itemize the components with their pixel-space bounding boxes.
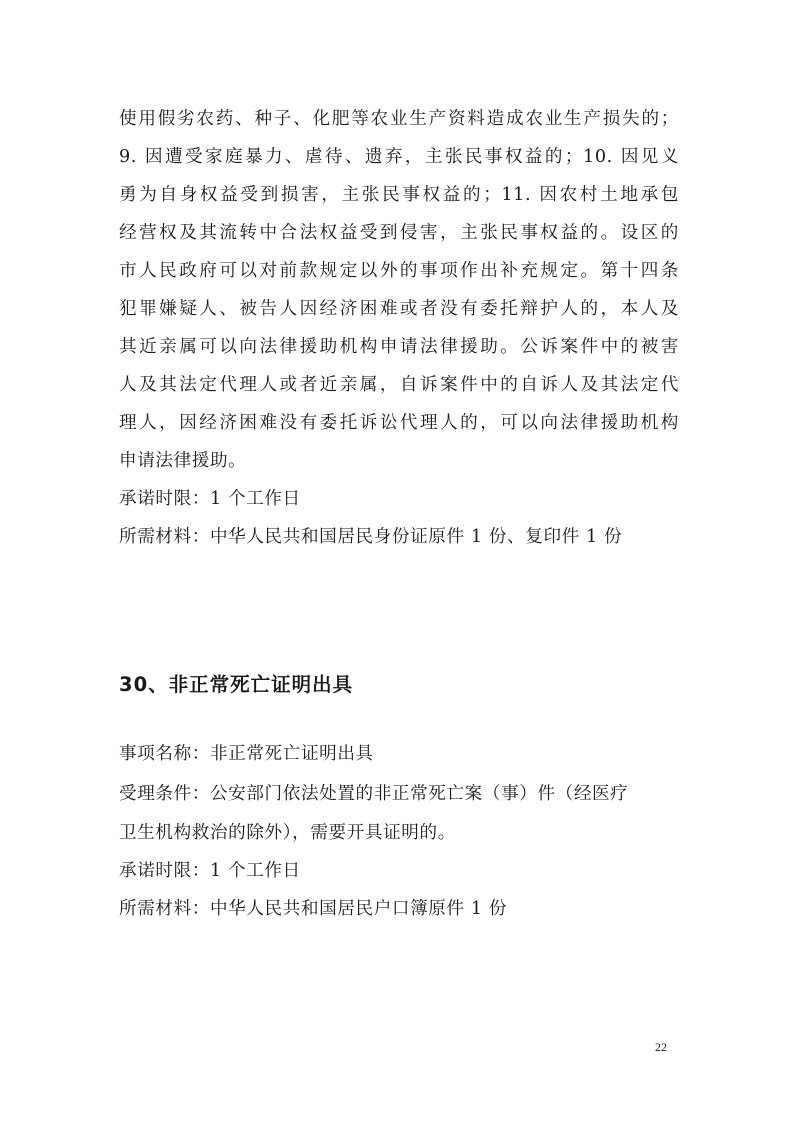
condition-line: 卫生机构救治的除外），需要开具证明的。 [119, 823, 456, 843]
paragraph-line: 犯罪嫌疑人、被告人因经济困难或者没有委托辩护人的，本人及 [119, 299, 679, 319]
item-name-line: 事项名称：非正常死亡证明出具 [119, 744, 374, 764]
page-number: 22 [655, 1040, 667, 1054]
paragraph-line: 勇为自身权益受到损害，主张民事权益的；11. 因农村土地承包 [119, 185, 679, 205]
section-heading: 30、非正常死亡证明出具 [119, 673, 354, 696]
paragraph-line: 市人民政府可以对前款规定以外的事项作出补充规定。第十四条 [119, 261, 679, 281]
condition-line: 受理条件：公安部门依法处置的非正常死亡案（事）件（经医疗 [119, 784, 629, 804]
paragraph-line: 理人，因经济困难没有委托诉讼代理人的，可以向法律援助机构 [119, 413, 679, 433]
paragraph-line: 使用假劣农药、种子、化肥等农业生产资料造成农业生产损失的； [119, 109, 679, 129]
time-limit-line: 承诺时限：1 个工作日 [119, 489, 301, 509]
time-limit-line: 承诺时限：1 个工作日 [119, 861, 301, 881]
materials-line: 所需材料：中华人民共和国居民户口簿原件 1 份 [119, 899, 508, 919]
paragraph-line: 其近亲属可以向法律援助机构申请法律援助。公诉案件中的被害 [119, 337, 679, 357]
paragraph-line: 经营权及其流转中合法权益受到侵害，主张民事权益的。设区的 [119, 223, 679, 243]
materials-line: 所需材料：中华人民共和国居民身份证原件 1 份、复印件 1 份 [119, 527, 623, 547]
paragraph-line: 人及其法定代理人或者近亲属，自诉案件中的自诉人及其法定代 [119, 375, 679, 395]
paragraph-line: 申请法律援助。 [119, 451, 247, 471]
paragraph-line: 9. 因遭受家庭暴力、虐待、遗弃，主张民事权益的；10. 因见义 [119, 147, 679, 167]
